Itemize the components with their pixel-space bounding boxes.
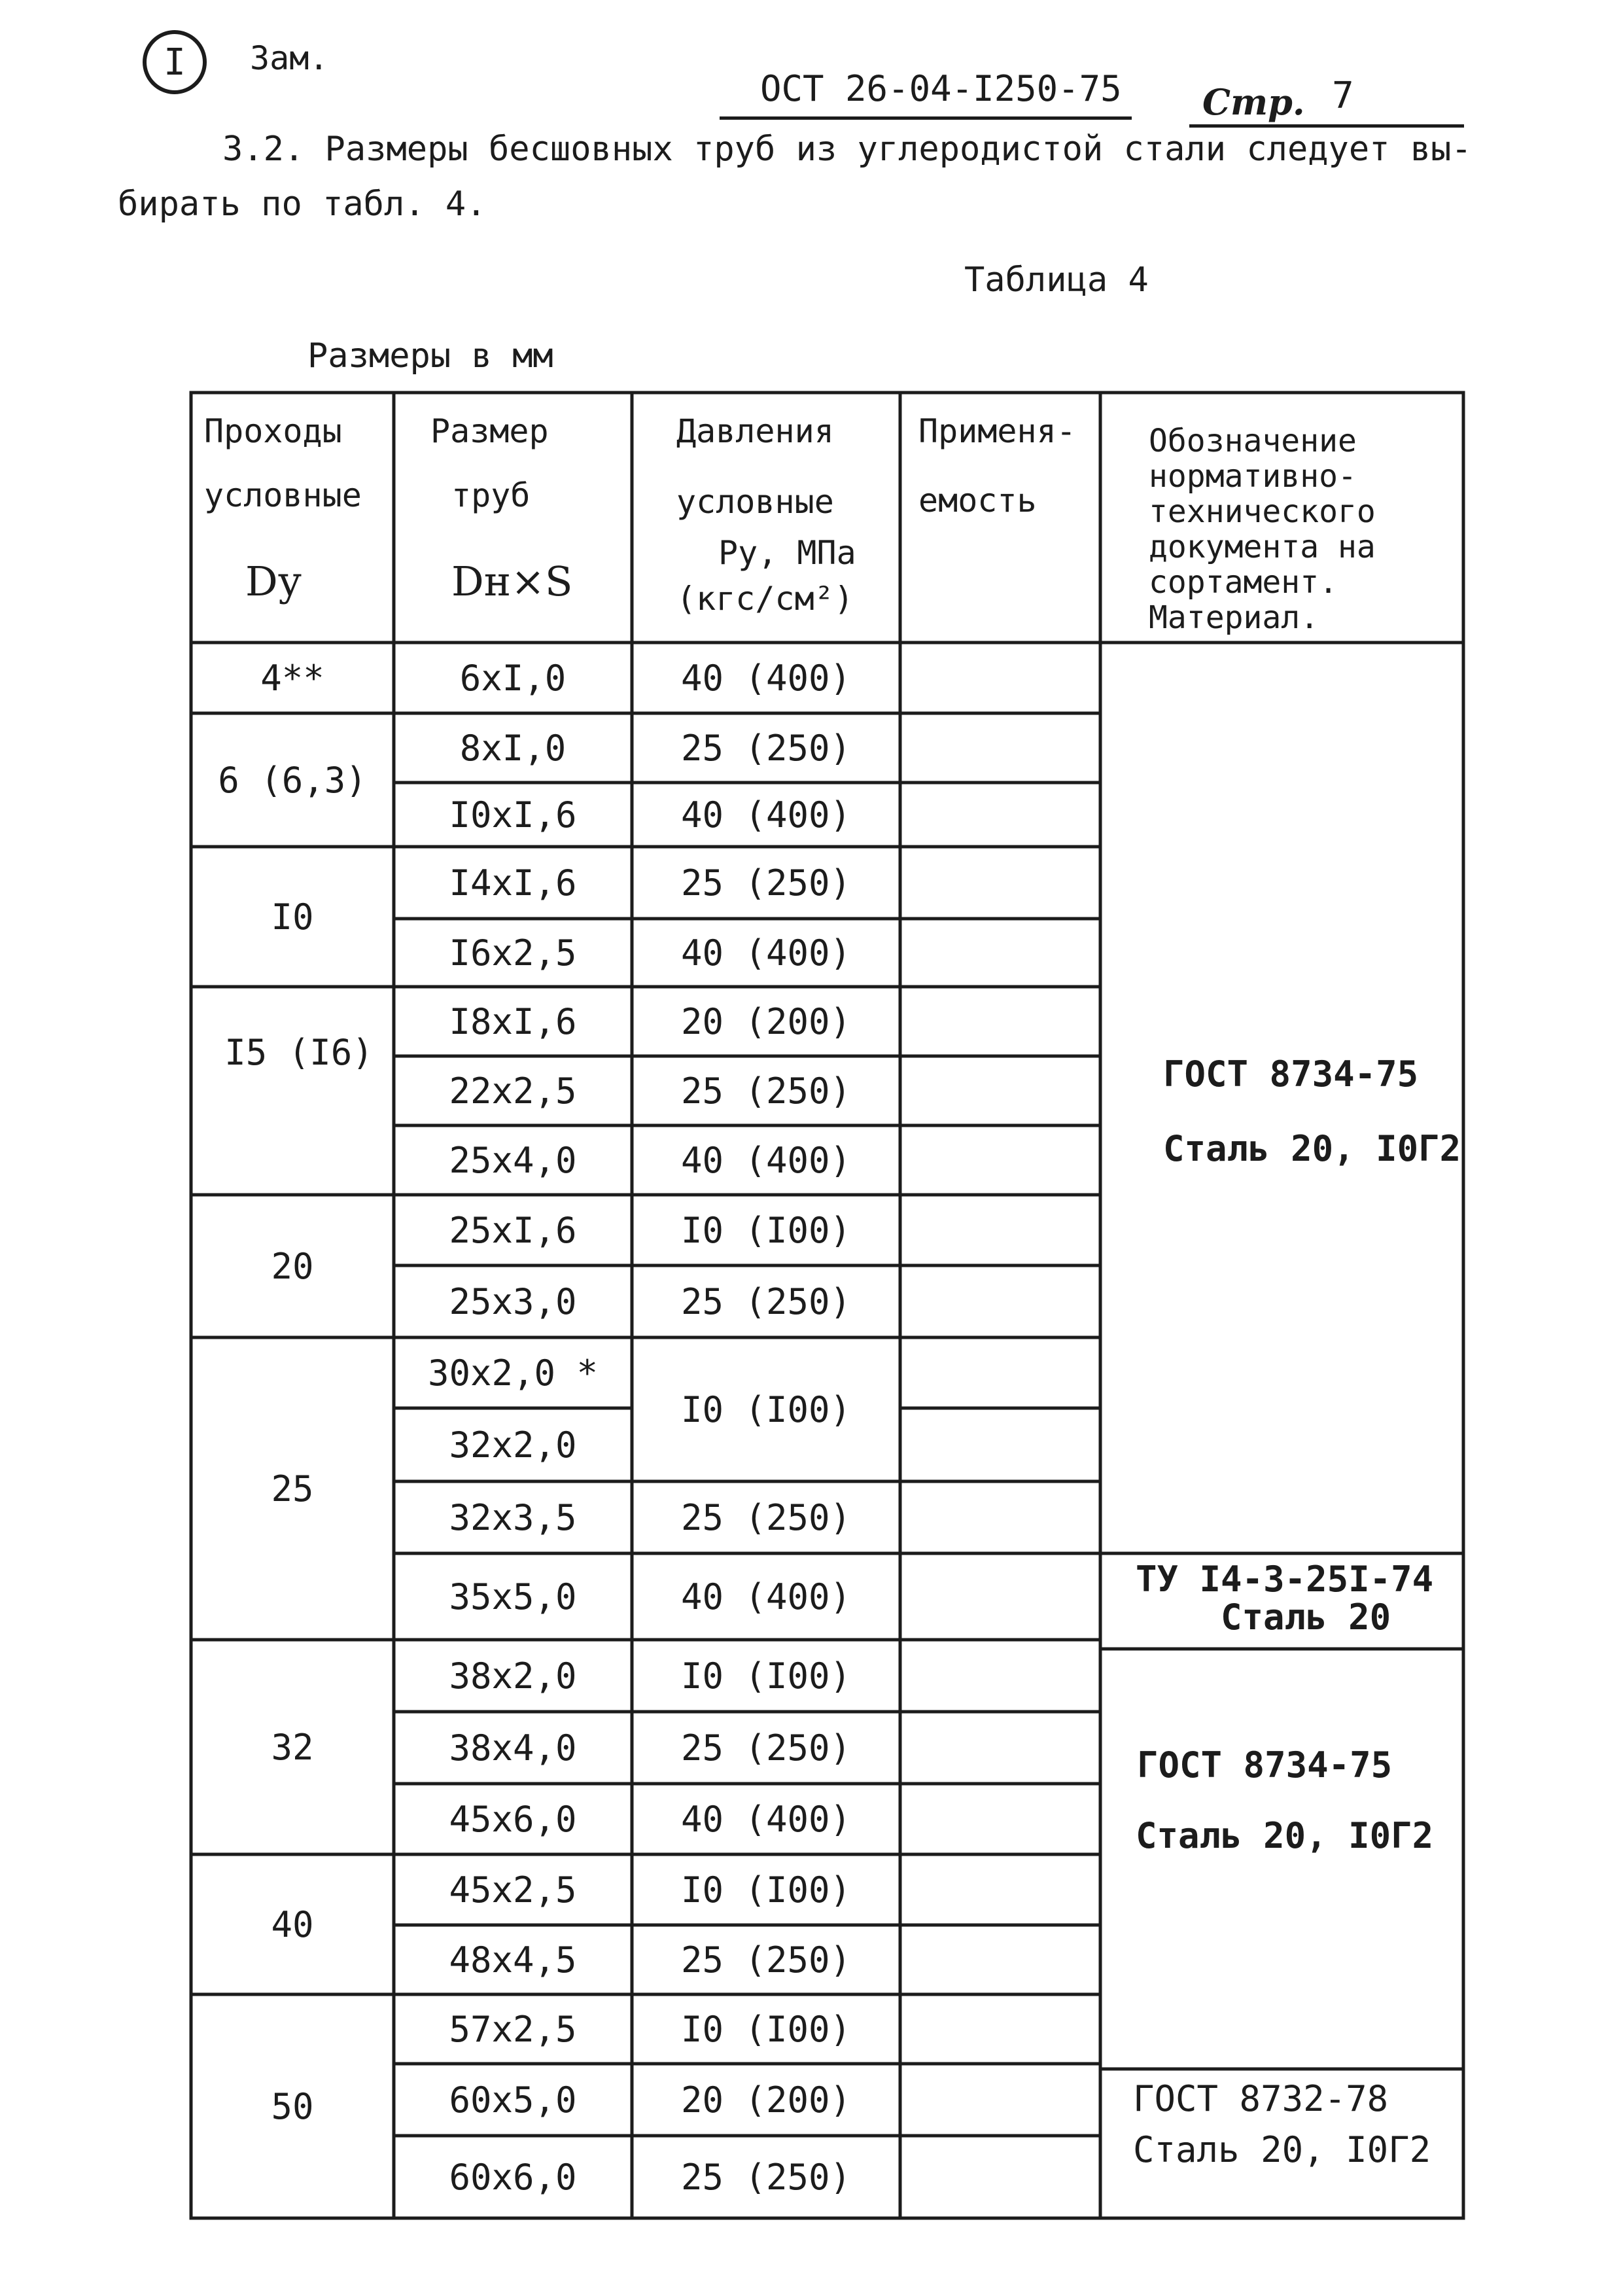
size-cell: 60x5,0 [449, 2079, 577, 2121]
paragraph-line-1: 3.2. Размеры бесшовных труб из углеродистой стали следует вы- [222, 130, 1472, 169]
pressure-cell: I0 (I00) [680, 2008, 852, 2050]
size-cell: 48x4,5 [449, 1939, 577, 1981]
change-label: Зам. [250, 39, 329, 77]
size-cell: 8xI,0 [459, 727, 567, 769]
size-cell: I4xI,6 [449, 862, 577, 904]
standard-1-material: Сталь 20, I0Г2 [1163, 1128, 1461, 1169]
page-number: 7 [1332, 75, 1354, 117]
document-code: ОСТ 26-04-I250-75 [760, 68, 1122, 109]
header-pressure-line2: условные [676, 483, 834, 521]
standard-3-material: Сталь 20, I0Г2 [1136, 1815, 1434, 1856]
standard-2-name: ТУ I4-3-25I-74 [1136, 1559, 1434, 1600]
page-label: Стр. [1202, 81, 1305, 123]
size-cell: 45x2,5 [449, 1869, 577, 1911]
size-cell: 25x4,0 [449, 1139, 577, 1181]
change-mark-text: I [164, 41, 186, 84]
dy-cell: 25 [271, 1468, 314, 1510]
header-pressure-line1: Давления [676, 412, 834, 450]
pressure-cell: I0 (I00) [680, 1388, 852, 1430]
header-pressure-line3: Ру, МПа [718, 534, 856, 572]
pressure-cell: 25 (250) [680, 2156, 852, 2198]
header-standard-line2: нормативно- [1149, 458, 1357, 495]
size-cell: 35x5,0 [449, 1576, 577, 1617]
standard-4-material: Сталь 20, I0Г2 [1133, 2129, 1431, 2170]
size-cell: 45x6,0 [449, 1798, 577, 1840]
table-title: Таблица 4 [964, 260, 1149, 300]
pressure-cell: 20 (200) [680, 1000, 852, 1042]
header-passage-line1: Проходы [204, 412, 342, 450]
dy-cell: I0 [271, 896, 314, 938]
header-applicability-line2: емость [918, 482, 1037, 520]
standard-2-material: Сталь 20 [1221, 1597, 1391, 1638]
size-cell: I8xI,6 [449, 1000, 577, 1042]
dy-cell: 20 [271, 1245, 314, 1287]
pressure-cell: I0 (I00) [680, 1209, 852, 1251]
header-size-line2: труб [451, 476, 531, 514]
pressure-cell: 25 (250) [680, 1496, 852, 1538]
pressure-cell: I0 (I00) [680, 1655, 852, 1697]
header-pressure-line4: (кгс/см²) [676, 580, 854, 618]
units-note: Размеры в мм [307, 336, 553, 376]
header-applicability-line1: Применя- [918, 412, 1076, 450]
pressure-cell: I0 (I00) [680, 1869, 852, 1911]
standard-3-name: ГОСТ 8734-75 [1137, 1744, 1393, 1786]
pressure-cell: 40 (400) [680, 1798, 852, 1840]
size-cell: 22x2,5 [449, 1070, 577, 1112]
size-cell: I6x2,5 [449, 932, 577, 974]
header-passage-symbol: Dу [245, 557, 302, 605]
header-size-symbol: Dн×S [451, 557, 573, 605]
dy-cell: 6 (6,3) [218, 759, 367, 801]
header-standard-line3: технического [1149, 493, 1376, 530]
paragraph-line-2: бирать по табл. 4. [118, 185, 487, 224]
pressure-cell: 25 (250) [680, 862, 852, 904]
dy-cell: 32 [271, 1726, 314, 1768]
size-cell: 25xI,6 [449, 1209, 577, 1251]
header-standard-line4: документа на [1149, 529, 1376, 565]
header-standard-line1: Обозначение [1149, 423, 1357, 459]
header-standard-line5: сортамент. [1149, 564, 1338, 601]
dy-cell: 40 [271, 1903, 314, 1945]
size-cell: 57x2,5 [449, 2008, 577, 2050]
size-cell: 6xI,0 [459, 657, 567, 699]
pressure-cell: 25 (250) [680, 1727, 852, 1769]
size-cell: 32x3,5 [449, 1496, 577, 1538]
pressure-cell: 25 (250) [680, 1939, 852, 1981]
dy-cell: 4** [260, 657, 324, 699]
size-cell: 30x2,0 * [427, 1352, 599, 1394]
pressure-cell: 25 (250) [680, 727, 852, 769]
size-cell: 25x3,0 [449, 1280, 577, 1322]
pressure-cell: 40 (400) [680, 657, 852, 699]
size-cell: 60x6,0 [449, 2156, 577, 2198]
size-cell: 38x4,0 [449, 1727, 577, 1769]
pressure-cell: 40 (400) [680, 932, 852, 974]
pressure-cell: 40 (400) [680, 1576, 852, 1617]
header-standard-line6: Материал. [1149, 599, 1319, 636]
size-cell: I0xI,6 [449, 794, 577, 836]
dy-cell: I5 (I6) [224, 1031, 374, 1073]
pressure-cell: 25 (250) [680, 1070, 852, 1112]
header-size-line1: Размер [430, 412, 549, 450]
standard-4-name: ГОСТ 8732-78 [1133, 2078, 1389, 2119]
pressure-cell: 40 (400) [680, 1139, 852, 1181]
size-cell: 32x2,0 [449, 1424, 577, 1466]
standard-1-name: ГОСТ 8734-75 [1163, 1053, 1419, 1095]
pressure-cell: 25 (250) [680, 1280, 852, 1322]
pressure-cell: 40 (400) [680, 794, 852, 836]
header-passage-line2: условные [204, 476, 362, 514]
pressure-cell: 20 (200) [680, 2079, 852, 2121]
dy-cell: 50 [271, 2085, 314, 2127]
size-cell: 38x2,0 [449, 1655, 577, 1697]
